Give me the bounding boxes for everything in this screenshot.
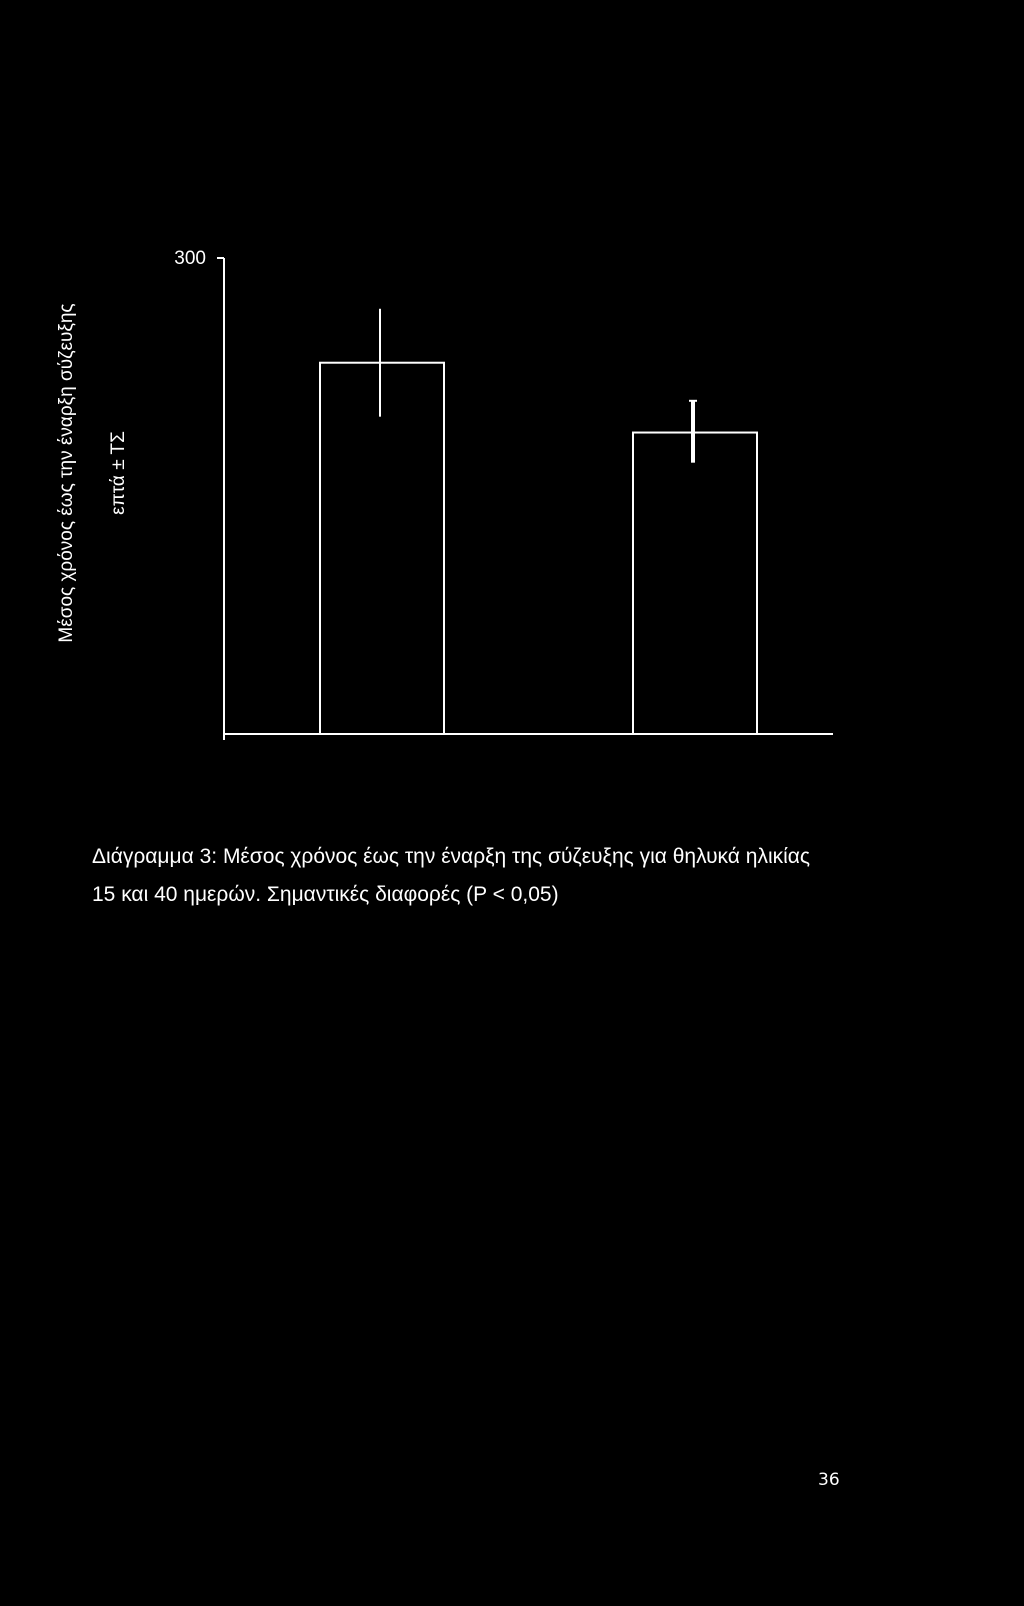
bar-chart	[0, 0, 1024, 800]
page-number: 36	[818, 1470, 840, 1490]
y-tick-label: 300	[174, 248, 206, 269]
figure-caption-line-1: Διάγραμμα 3: Μέσος χρόνος έως την έναρξη της σύζευξης για θηλυκά ηλικίας	[92, 845, 811, 868]
figure-caption-line-2: 15 και 40 ημερών. Σημαντικές διαφορές (P < 0,05)	[92, 883, 559, 906]
y-axis-sublabel: επτά ± ΤΣ	[108, 431, 129, 515]
y-axis-label: Μέσος χρόνος έως την έναρξη σύζευξης	[56, 303, 77, 643]
bar	[320, 363, 444, 734]
chart-labels	[56, 248, 206, 643]
chart-axes	[217, 258, 833, 740]
chart-error-bars	[380, 309, 697, 463]
bar	[633, 433, 757, 734]
